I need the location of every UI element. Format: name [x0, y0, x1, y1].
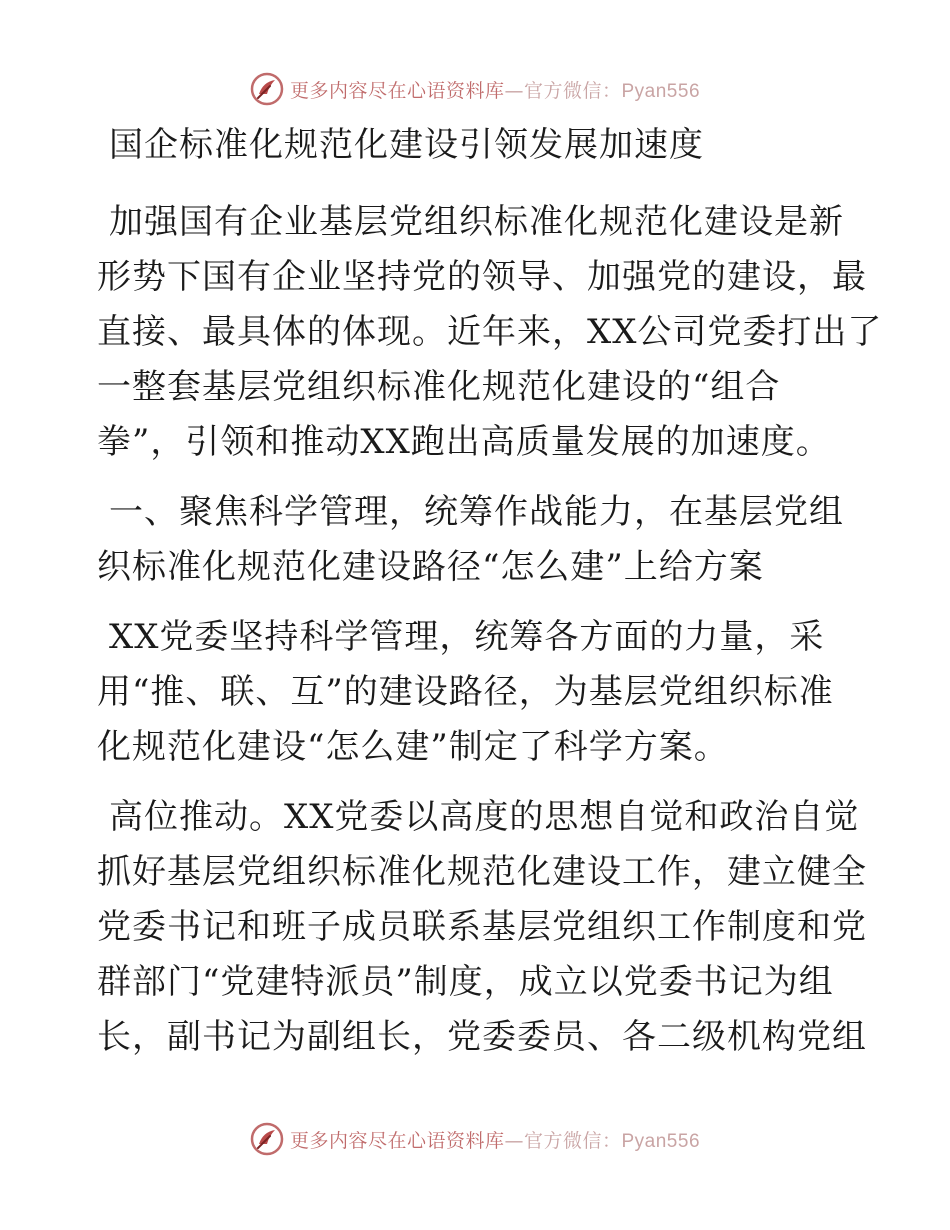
text-line: 拳”，引领和推动XX跑出高质量发展的加速度。: [97, 422, 831, 462]
text-line: 加强国有企业基层党组织标准化规范化建设是新: [109, 202, 844, 242]
text-line: 形势下国有企业坚持党的领导、加强党的建设，最: [97, 257, 867, 297]
text-line: 一、聚焦科学管理，统筹作战能力，在基层党组: [109, 492, 844, 532]
text-line: 长，副书记为副组长，党委委员、各二级机构党组: [97, 1017, 867, 1057]
watermark-text: 更多内容尽在心语资料库—官方微信：Pyan556: [289, 79, 701, 102]
paragraph-approach: [97, 610, 857, 775]
text-line: 化规范化建设“怎么建”制定了科学方案。: [97, 727, 729, 767]
document-title: 国企标准化规范化建设引领发展加速度: [109, 125, 704, 165]
text-line: 群部门“党建特派员”制度，成立以党委书记为组: [97, 962, 834, 1002]
text-line: XX党委坚持科学管理，统筹各方面的力量，采: [109, 617, 825, 657]
header-watermark: [0, 72, 950, 106]
section-heading-1: [97, 485, 857, 595]
watermark-text: 更多内容尽在心语资料库—官方微信：Pyan556: [289, 1129, 701, 1152]
document-body: [97, 118, 883, 1065]
text-line: 一整套基层党组织标准化规范化建设的“组合: [97, 367, 781, 407]
text-line: 党委书记和班子成员联系基层党组织工作制度和党: [97, 907, 867, 947]
text-line: 直接、最具体的体现。近年来，XX公司党委打出了: [97, 312, 883, 352]
footer-watermark: [0, 1122, 950, 1156]
text-line: 高位推动。XX党委以高度的思想自觉和政治自觉: [109, 797, 860, 837]
paragraph-high-level-push: [97, 790, 867, 1065]
text-line: 抓好基层党组织标准化规范化建设工作，建立健全: [97, 852, 867, 892]
text-line: 织标准化规范化建设路径“怎么建”上给方案: [97, 547, 764, 587]
text-line: 用“推、联、互”的建设路径，为基层党组织标准: [97, 672, 834, 712]
brand-logo-icon: [250, 1122, 284, 1156]
brand-logo-icon: [250, 72, 284, 106]
paragraph-intro: [97, 195, 883, 470]
